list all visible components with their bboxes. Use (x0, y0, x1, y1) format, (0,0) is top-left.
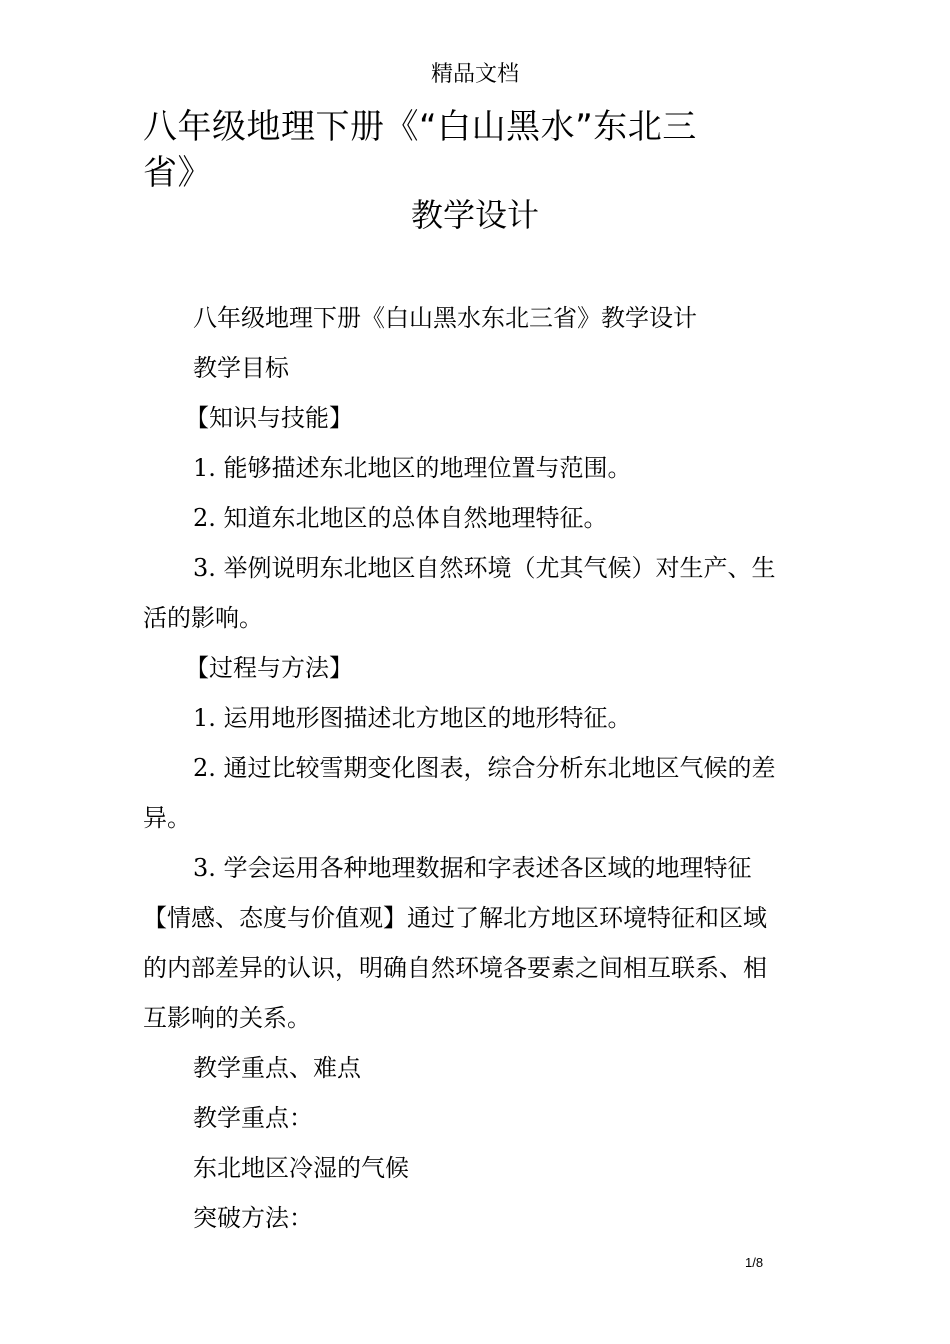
section-heading-objectives: 教学目标 (193, 354, 289, 382)
subheading-key-point: 教学重点： (193, 1104, 313, 1132)
list-item: 3. 举例说明东北地区自然环境（尤其气候）对生产、生 (193, 554, 776, 582)
body-line-intro: 八年级地理下册《白山黑水东北三省》教学设计 (193, 304, 697, 332)
paragraph-continuation: 互影响的关系。 (143, 1004, 311, 1032)
list-item-continuation: 异。 (143, 804, 191, 832)
list-item: 1. 运用地形图描述北方地区的地形特征。 (193, 704, 632, 732)
body-line: 东北地区冷湿的气候 (193, 1154, 409, 1182)
document-subtitle: 教学设计 (410, 196, 539, 234)
page-number: 1/8 (745, 1255, 764, 1270)
title-line-2: 省》 (143, 153, 212, 193)
document-title (143, 104, 783, 196)
list-item: 2. 知道东北地区的总体自然地理特征。 (193, 504, 608, 532)
section-heading-key-points: 教学重点、难点 (193, 1054, 361, 1082)
subheading-knowledge-skills: 【知识与技能】 (185, 404, 353, 432)
subheading-process-methods: 【过程与方法】 (185, 654, 353, 682)
list-item: 3. 学会运用各种地理数据和字表述各区域的地理特征 (193, 854, 752, 882)
title-line-1: 八年级地理下册《“白山黑水”东北三 (143, 107, 697, 147)
list-item: 2. 通过比较雪期变化图表，综合分析东北地区气候的差 (193, 754, 776, 782)
page-header: 精品文档 (430, 62, 519, 87)
paragraph-continuation: 的内部差异的认识，明确自然环境各要素之间相互联系、相 (143, 954, 767, 982)
subheading-emotion-values: 【情感、态度与价值观】通过了解北方地区环境特征和区域 (143, 904, 767, 932)
subheading-breakthrough-method: 突破方法： (193, 1204, 313, 1232)
list-item: 1. 能够描述东北地区的地理位置与范围。 (193, 454, 632, 482)
document-body (143, 293, 823, 1243)
list-item-continuation: 活的影响。 (143, 604, 263, 632)
